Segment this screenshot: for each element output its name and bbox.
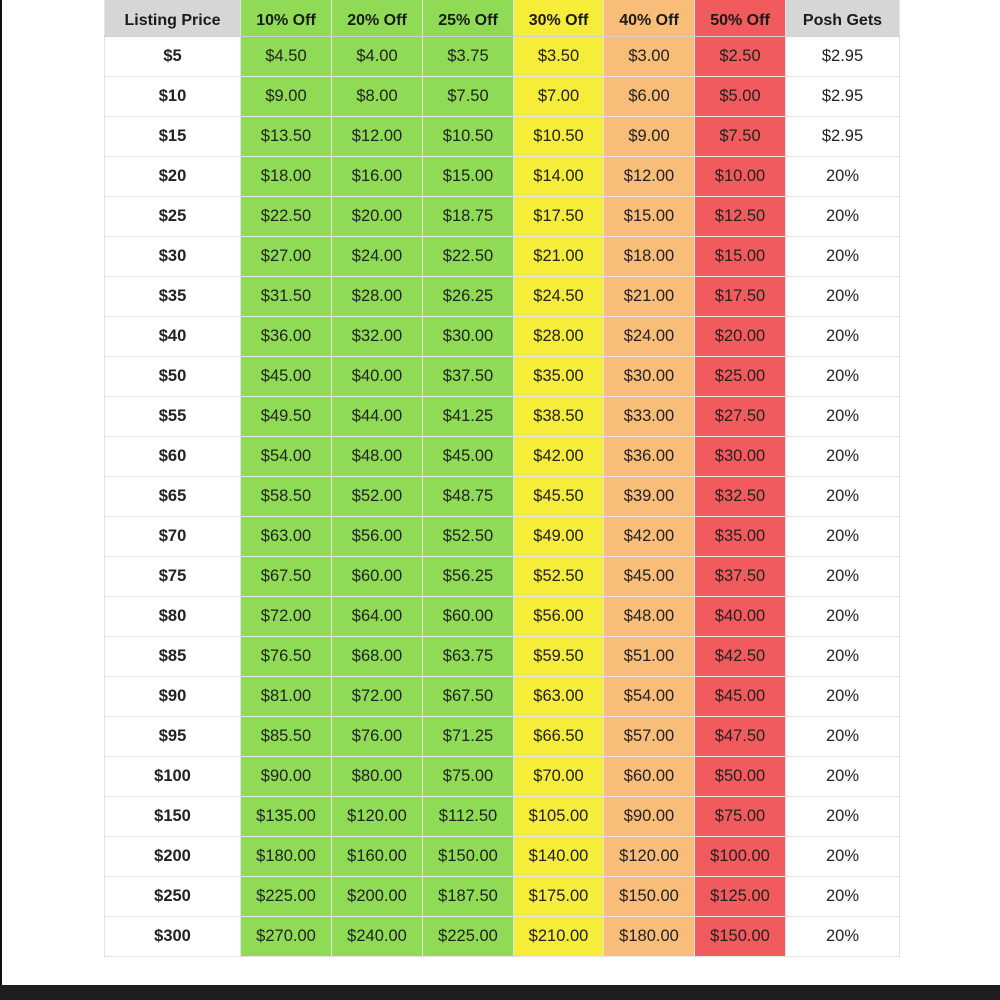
price-10-off-cell: $81.00 xyxy=(241,677,332,717)
price-30-off-cell: $140.00 xyxy=(514,837,604,877)
price-30-off-cell: $105.00 xyxy=(514,797,604,837)
price-10-off-cell: $90.00 xyxy=(241,757,332,797)
price-25-off-cell: $7.50 xyxy=(423,77,514,117)
listing-price-cell: $60 xyxy=(105,437,241,477)
listing-price-cell: $30 xyxy=(105,237,241,277)
listing-price-cell: $10 xyxy=(105,77,241,117)
price-10-off-cell: $54.00 xyxy=(241,437,332,477)
price-40-off-cell: $24.00 xyxy=(604,317,695,357)
price-10-off-cell: $22.50 xyxy=(241,197,332,237)
price-20-off-cell: $72.00 xyxy=(332,677,423,717)
listing-price-cell: $5 xyxy=(105,37,241,77)
price-30-off-cell: $7.00 xyxy=(514,77,604,117)
price-25-off-cell: $48.75 xyxy=(423,477,514,517)
price-10-off-cell: $31.50 xyxy=(241,277,332,317)
table-row xyxy=(105,757,900,797)
price-25-off-cell: $3.75 xyxy=(423,37,514,77)
table-row xyxy=(105,877,900,917)
price-20-off-cell: $64.00 xyxy=(332,597,423,637)
table-row xyxy=(105,357,900,397)
listing-price-cell: $75 xyxy=(105,557,241,597)
posh-gets-cell: 20% xyxy=(786,397,900,437)
discount-price-table xyxy=(104,0,900,957)
price-30-off-cell: $42.00 xyxy=(514,437,604,477)
price-25-off-cell: $225.00 xyxy=(423,917,514,957)
price-20-off-cell: $48.00 xyxy=(332,437,423,477)
posh-gets-cell: 20% xyxy=(786,597,900,637)
table-row xyxy=(105,77,900,117)
price-20-off-cell: $52.00 xyxy=(332,477,423,517)
table-row xyxy=(105,197,900,237)
price-30-off-cell: $210.00 xyxy=(514,917,604,957)
price-25-off-cell: $30.00 xyxy=(423,317,514,357)
table-row xyxy=(105,317,900,357)
price-20-off-cell: $120.00 xyxy=(332,797,423,837)
table-row xyxy=(105,477,900,517)
price-40-off-cell: $60.00 xyxy=(604,757,695,797)
price-20-off-cell: $16.00 xyxy=(332,157,423,197)
price-50-off-cell: $37.50 xyxy=(695,557,786,597)
price-30-off-cell: $14.00 xyxy=(514,157,604,197)
price-25-off-cell: $67.50 xyxy=(423,677,514,717)
price-40-off-cell: $15.00 xyxy=(604,197,695,237)
price-30-off-cell: $56.00 xyxy=(514,597,604,637)
price-20-off-cell: $56.00 xyxy=(332,517,423,557)
price-20-off-cell: $4.00 xyxy=(332,37,423,77)
posh-gets-cell: 20% xyxy=(786,157,900,197)
price-10-off-cell: $180.00 xyxy=(241,837,332,877)
table-row xyxy=(105,717,900,757)
price-40-off-cell: $45.00 xyxy=(604,557,695,597)
price-25-off-cell: $52.50 xyxy=(423,517,514,557)
price-25-off-cell: $45.00 xyxy=(423,437,514,477)
table-row xyxy=(105,837,900,877)
table-row xyxy=(105,117,900,157)
price-50-off-cell: $7.50 xyxy=(695,117,786,157)
price-10-off-cell: $85.50 xyxy=(241,717,332,757)
price-10-off-cell: $63.00 xyxy=(241,517,332,557)
price-50-off-cell: $5.00 xyxy=(695,77,786,117)
price-10-off-cell: $4.50 xyxy=(241,37,332,77)
price-10-off-cell: $18.00 xyxy=(241,157,332,197)
header-30-off: 30% Off xyxy=(514,0,604,37)
listing-price-cell: $25 xyxy=(105,197,241,237)
price-50-off-cell: $20.00 xyxy=(695,317,786,357)
price-25-off-cell: $150.00 xyxy=(423,837,514,877)
price-50-off-cell: $32.50 xyxy=(695,477,786,517)
price-50-off-cell: $17.50 xyxy=(695,277,786,317)
price-25-off-cell: $18.75 xyxy=(423,197,514,237)
price-10-off-cell: $36.00 xyxy=(241,317,332,357)
price-25-off-cell: $22.50 xyxy=(423,237,514,277)
price-50-off-cell: $10.00 xyxy=(695,157,786,197)
table-row xyxy=(105,397,900,437)
posh-gets-cell: $2.95 xyxy=(786,37,900,77)
left-edge-border xyxy=(0,0,2,985)
posh-gets-cell: 20% xyxy=(786,277,900,317)
price-10-off-cell: $76.50 xyxy=(241,637,332,677)
table-row xyxy=(105,637,900,677)
listing-price-cell: $95 xyxy=(105,717,241,757)
price-30-off-cell: $59.50 xyxy=(514,637,604,677)
price-30-off-cell: $70.00 xyxy=(514,757,604,797)
price-25-off-cell: $56.25 xyxy=(423,557,514,597)
posh-gets-cell: $2.95 xyxy=(786,77,900,117)
price-30-off-cell: $49.00 xyxy=(514,517,604,557)
posh-gets-cell: 20% xyxy=(786,557,900,597)
price-20-off-cell: $160.00 xyxy=(332,837,423,877)
price-50-off-cell: $150.00 xyxy=(695,917,786,957)
price-25-off-cell: $63.75 xyxy=(423,637,514,677)
price-10-off-cell: $13.50 xyxy=(241,117,332,157)
posh-gets-cell: 20% xyxy=(786,477,900,517)
listing-price-cell: $50 xyxy=(105,357,241,397)
posh-gets-cell: 20% xyxy=(786,237,900,277)
posh-gets-cell: 20% xyxy=(786,637,900,677)
price-20-off-cell: $60.00 xyxy=(332,557,423,597)
price-20-off-cell: $40.00 xyxy=(332,357,423,397)
price-40-off-cell: $9.00 xyxy=(604,117,695,157)
price-40-off-cell: $39.00 xyxy=(604,477,695,517)
header-50-off: 50% Off xyxy=(695,0,786,37)
listing-price-cell: $250 xyxy=(105,877,241,917)
posh-gets-cell: 20% xyxy=(786,757,900,797)
price-50-off-cell: $45.00 xyxy=(695,677,786,717)
price-50-off-cell: $35.00 xyxy=(695,517,786,557)
price-10-off-cell: $27.00 xyxy=(241,237,332,277)
price-40-off-cell: $33.00 xyxy=(604,397,695,437)
price-10-off-cell: $49.50 xyxy=(241,397,332,437)
price-30-off-cell: $35.00 xyxy=(514,357,604,397)
price-20-off-cell: $32.00 xyxy=(332,317,423,357)
price-10-off-cell: $9.00 xyxy=(241,77,332,117)
header-10-off: 10% Off xyxy=(241,0,332,37)
price-25-off-cell: $75.00 xyxy=(423,757,514,797)
price-10-off-cell: $67.50 xyxy=(241,557,332,597)
price-50-off-cell: $42.50 xyxy=(695,637,786,677)
listing-price-cell: $300 xyxy=(105,917,241,957)
price-40-off-cell: $180.00 xyxy=(604,917,695,957)
posh-gets-cell: 20% xyxy=(786,317,900,357)
price-40-off-cell: $150.00 xyxy=(604,877,695,917)
price-50-off-cell: $2.50 xyxy=(695,37,786,77)
posh-gets-cell: 20% xyxy=(786,197,900,237)
price-40-off-cell: $51.00 xyxy=(604,637,695,677)
price-40-off-cell: $120.00 xyxy=(604,837,695,877)
price-50-off-cell: $30.00 xyxy=(695,437,786,477)
price-10-off-cell: $45.00 xyxy=(241,357,332,397)
price-10-off-cell: $225.00 xyxy=(241,877,332,917)
price-50-off-cell: $27.50 xyxy=(695,397,786,437)
price-30-off-cell: $175.00 xyxy=(514,877,604,917)
price-40-off-cell: $18.00 xyxy=(604,237,695,277)
posh-gets-cell: 20% xyxy=(786,437,900,477)
price-30-off-cell: $3.50 xyxy=(514,37,604,77)
price-40-off-cell: $42.00 xyxy=(604,517,695,557)
price-50-off-cell: $50.00 xyxy=(695,757,786,797)
price-30-off-cell: $28.00 xyxy=(514,317,604,357)
price-10-off-cell: $72.00 xyxy=(241,597,332,637)
table-row xyxy=(105,277,900,317)
posh-gets-cell: 20% xyxy=(786,917,900,957)
price-50-off-cell: $15.00 xyxy=(695,237,786,277)
posh-gets-cell: 20% xyxy=(786,837,900,877)
price-20-off-cell: $80.00 xyxy=(332,757,423,797)
listing-price-cell: $200 xyxy=(105,837,241,877)
price-20-off-cell: $24.00 xyxy=(332,237,423,277)
table-row xyxy=(105,437,900,477)
price-25-off-cell: $60.00 xyxy=(423,597,514,637)
price-30-off-cell: $63.00 xyxy=(514,677,604,717)
table-row xyxy=(105,557,900,597)
listing-price-cell: $80 xyxy=(105,597,241,637)
listing-price-cell: $90 xyxy=(105,677,241,717)
posh-gets-cell: 20% xyxy=(786,517,900,557)
listing-price-cell: $20 xyxy=(105,157,241,197)
header-row xyxy=(105,0,900,37)
price-40-off-cell: $54.00 xyxy=(604,677,695,717)
price-50-off-cell: $125.00 xyxy=(695,877,786,917)
header-40-off: 40% Off xyxy=(604,0,695,37)
price-25-off-cell: $26.25 xyxy=(423,277,514,317)
price-40-off-cell: $36.00 xyxy=(604,437,695,477)
price-40-off-cell: $57.00 xyxy=(604,717,695,757)
table-row xyxy=(105,677,900,717)
price-40-off-cell: $90.00 xyxy=(604,797,695,837)
listing-price-cell: $35 xyxy=(105,277,241,317)
table-row xyxy=(105,597,900,637)
listing-price-cell: $40 xyxy=(105,317,241,357)
table-row xyxy=(105,797,900,837)
posh-gets-cell: 20% xyxy=(786,877,900,917)
price-30-off-cell: $10.50 xyxy=(514,117,604,157)
price-25-off-cell: $37.50 xyxy=(423,357,514,397)
price-40-off-cell: $6.00 xyxy=(604,77,695,117)
price-50-off-cell: $100.00 xyxy=(695,837,786,877)
table-row xyxy=(105,37,900,77)
posh-gets-cell: 20% xyxy=(786,797,900,837)
price-20-off-cell: $28.00 xyxy=(332,277,423,317)
price-10-off-cell: $135.00 xyxy=(241,797,332,837)
price-30-off-cell: $24.50 xyxy=(514,277,604,317)
price-25-off-cell: $10.50 xyxy=(423,117,514,157)
price-20-off-cell: $68.00 xyxy=(332,637,423,677)
price-25-off-cell: $41.25 xyxy=(423,397,514,437)
table-body xyxy=(105,37,900,957)
posh-gets-cell: 20% xyxy=(786,357,900,397)
price-10-off-cell: $58.50 xyxy=(241,477,332,517)
price-30-off-cell: $52.50 xyxy=(514,557,604,597)
price-20-off-cell: $200.00 xyxy=(332,877,423,917)
bottom-dark-bar xyxy=(0,985,1000,1000)
price-50-off-cell: $40.00 xyxy=(695,597,786,637)
price-40-off-cell: $12.00 xyxy=(604,157,695,197)
price-20-off-cell: $76.00 xyxy=(332,717,423,757)
price-40-off-cell: $21.00 xyxy=(604,277,695,317)
price-30-off-cell: $21.00 xyxy=(514,237,604,277)
price-30-off-cell: $17.50 xyxy=(514,197,604,237)
posh-gets-cell: 20% xyxy=(786,717,900,757)
price-30-off-cell: $45.50 xyxy=(514,477,604,517)
price-30-off-cell: $66.50 xyxy=(514,717,604,757)
price-20-off-cell: $12.00 xyxy=(332,117,423,157)
header-listing-price: Listing Price xyxy=(105,0,241,37)
table-row xyxy=(105,517,900,557)
price-40-off-cell: $3.00 xyxy=(604,37,695,77)
listing-price-cell: $65 xyxy=(105,477,241,517)
listing-price-cell: $15 xyxy=(105,117,241,157)
price-50-off-cell: $75.00 xyxy=(695,797,786,837)
header-20-off: 20% Off xyxy=(332,0,423,37)
listing-price-cell: $150 xyxy=(105,797,241,837)
header-posh-gets: Posh Gets xyxy=(786,0,900,37)
price-25-off-cell: $15.00 xyxy=(423,157,514,197)
price-50-off-cell: $47.50 xyxy=(695,717,786,757)
listing-price-cell: $70 xyxy=(105,517,241,557)
listing-price-cell: $100 xyxy=(105,757,241,797)
price-20-off-cell: $44.00 xyxy=(332,397,423,437)
posh-gets-cell: $2.95 xyxy=(786,117,900,157)
price-25-off-cell: $112.50 xyxy=(423,797,514,837)
table-row xyxy=(105,157,900,197)
header-25-off: 25% Off xyxy=(423,0,514,37)
listing-price-cell: $85 xyxy=(105,637,241,677)
price-20-off-cell: $240.00 xyxy=(332,917,423,957)
price-25-off-cell: $187.50 xyxy=(423,877,514,917)
price-20-off-cell: $8.00 xyxy=(332,77,423,117)
price-25-off-cell: $71.25 xyxy=(423,717,514,757)
table-row xyxy=(105,917,900,957)
listing-price-cell: $55 xyxy=(105,397,241,437)
price-40-off-cell: $30.00 xyxy=(604,357,695,397)
table-row xyxy=(105,237,900,277)
price-10-off-cell: $270.00 xyxy=(241,917,332,957)
price-50-off-cell: $12.50 xyxy=(695,197,786,237)
posh-gets-cell: 20% xyxy=(786,677,900,717)
price-50-off-cell: $25.00 xyxy=(695,357,786,397)
price-30-off-cell: $38.50 xyxy=(514,397,604,437)
price-40-off-cell: $48.00 xyxy=(604,597,695,637)
price-20-off-cell: $20.00 xyxy=(332,197,423,237)
